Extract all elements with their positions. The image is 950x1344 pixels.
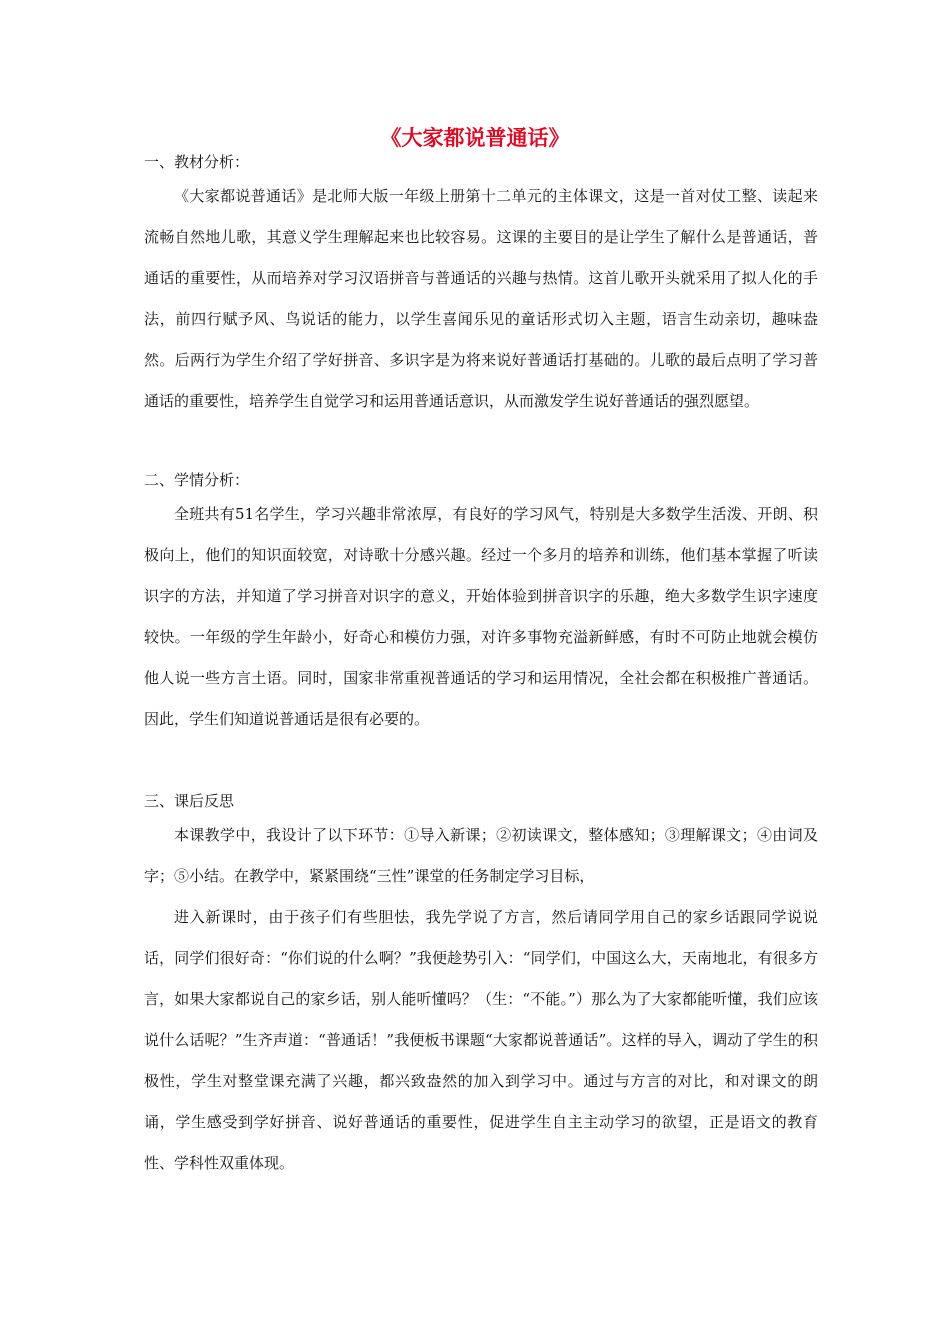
- section-paragraph: 本课教学中，我设计了以下环节：①导入新课；②初读课文，整体感知；③理解课文；④由词及字；⑤小结。在教学中，紧紧围绕“三性”课堂的任务制定学习目标，: [144, 826, 818, 885]
- section-heading-textbook-analysis: 一、教材分析：: [144, 153, 250, 171]
- section-paragraph: 进入新课时，由于孩子们有些胆怯，我先学说了方言，然后请同学用自己的家乡话跟同学说说话，同学们很好奇：“你们说的什么啊？”我便趁势引入：“同学们，中国这么大，天南地北，有很多方言，如果大家都说自己的家乡话，别人能听懂吗？（生：“不能。”）那么为了大家都能听懂，我们应该说什么话呢？”生齐声道：“普通话！”我便板书课题“大家都说普通话”。这样的导入，调动了学生的积极性，学生对整堂课充满了兴趣，都兴致盎然的加入到学习中。通过与方言的对比，和对课文的朗诵，学生感受到学好拼音、说好普通话的重要性，促进学生自主主动学习的欲望，正是语文的教育性、学科性双重体现。: [144, 908, 818, 1172]
- section-paragraph: 《大家都说普通话》是北师大版一年级上册第十二单元的主体课文，这是一首对仗工整、读起来流畅自然地儿歌，其意义学生理解起来也比较容易。这课的主要目的是让学生了解什么是普通话，普通话的重要性，从而培养对学习汉语拼音与普通话的兴趣与热情。这首儿歌开头就采用了拟人化的手法，前四行赋予风、鸟说话的能力，以学生喜闻乐见的童话形式切入主题，语言生动亲切，趣味盎然。后两行为学生介绍了学好拼音、多识字是为将来说好普通话打基础的。儿歌的最后点明了学习普通话的重要性，培养学生自觉学习和运用普通话意识，从而激发学生说好普通话的强烈愿望。: [144, 187, 818, 410]
- section-paragraph: 全班共有51名学生，学习兴趣非常浓厚，有良好的学习风气，特别是大多数学生活泼、开朗、积极向上，他们的知识面较宽，对诗歌十分感兴趣。经过一个多月的培养和训练，他们基本掌握了听读识字的方法，并知道了学习拼音对识字的意义，开始体验到拼音识字的乐趣，绝大多数学生识字速度较快。一年级的学生年龄小，好奇心和模仿力强，对许多事物充溢新鲜感，有时不可防止地就会模仿他人说一些方言土语。同时，国家非常重视普通话的学习和运用情况，全社会都在积极推广普通话。因此，学生们知道说普通话是很有必要的。: [144, 505, 818, 728]
- section-heading-reflection: 三、课后反思: [144, 792, 235, 810]
- section-heading-student-analysis: 二、学情分析：: [144, 471, 250, 489]
- document-title: 《大家都说普通话》: [380, 125, 570, 150]
